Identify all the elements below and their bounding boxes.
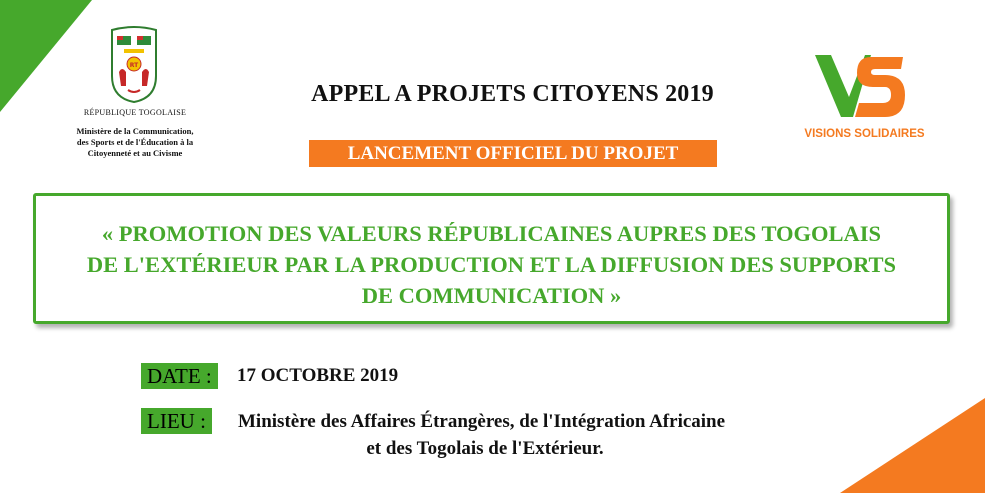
location-value-line: Ministère des Affaires Étrangères, de l'Intégration Africaine <box>238 411 726 432</box>
project-title <box>36 218 947 311</box>
visions-solidaires-name: VISIONS SOLIDAIRES <box>804 128 925 140</box>
ministry-line: Ministère de la Communication, <box>76 126 194 136</box>
green-corner-triangle <box>0 0 92 112</box>
date-label: DATE : <box>141 363 218 389</box>
project-title-line: DE L'EXTÉRIEUR PAR LA PRODUCTION ET LA DIFFUSION DES SUPPORTS <box>86 252 897 277</box>
ministry-line: des Sports et de l'Éducation à la <box>76 137 194 147</box>
visions-solidaires-logo-icon <box>815 55 905 121</box>
launch-banner: LANCEMENT OFFICIEL DU PROJET <box>309 140 717 167</box>
svg-text:RT: RT <box>129 62 139 69</box>
ministry-name <box>40 126 230 159</box>
ministry-line: Citoyenneté et au Civisme <box>87 148 183 158</box>
page-title: APPEL A PROJETS CITOYENS 2019 <box>311 81 714 107</box>
project-title-box <box>33 193 950 324</box>
project-title-line: « PROMOTION DES VALEURS RÉPUBLICAINES AUPRES DES TOGOLAIS <box>101 221 882 246</box>
project-title-line: DE COMMUNICATION » <box>361 283 622 308</box>
togo-coat-of-arms-icon <box>108 26 160 104</box>
location-label: LIEU : <box>141 408 212 434</box>
date-value: 17 OCTOBRE 2019 <box>237 365 399 386</box>
republic-name: RÉPUBLIQUE TOGOLAISE <box>83 108 187 117</box>
orange-corner-triangle <box>840 398 985 493</box>
location-value-line: et des Togolais de l'Extérieur. <box>366 438 604 459</box>
